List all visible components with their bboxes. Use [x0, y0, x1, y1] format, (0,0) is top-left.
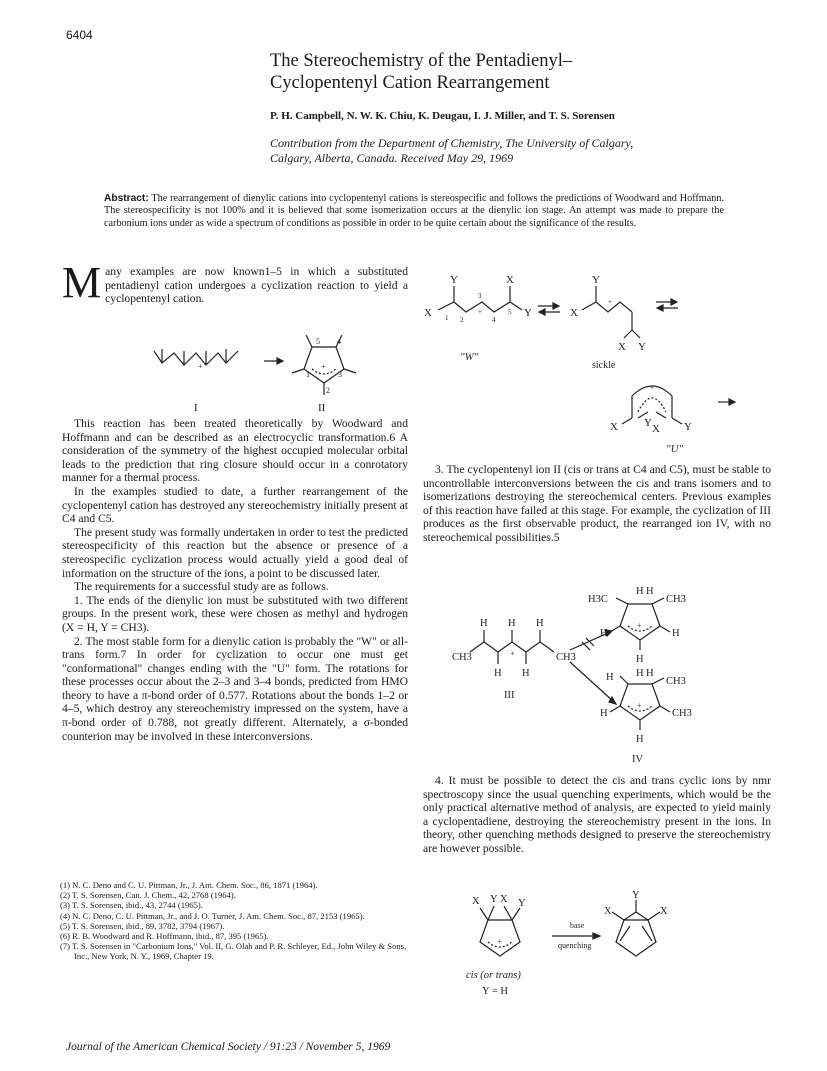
label-H: H: [636, 654, 644, 665]
plus-sign: +: [650, 384, 654, 392]
paragraph: 3. The cyclopentenyl ion II (cis or trans at C4 and C5), must be stable to uncontrollable interconversions between the cis and trans isomers and to isomerizations destroying the stereochemical centers. Previous examples of this reaction have failed at this stage. For example, the cyclization of III produces as the first observable product, the rearranged ion IV, with no stereochemical possibilities.5: [423, 463, 771, 544]
label-H: H: [600, 628, 608, 639]
label-Y: Y: [592, 274, 600, 286]
reference-item: (7) T. S. Sorensen in "Carbonium Ions," Vol. II, G. Olah and P. R. Schleyer, Ed., John Wiley & Sons, Inc., New York, N. Y., 1969, Chapter 19.: [60, 941, 407, 962]
atom-number-1: 1: [445, 314, 449, 322]
label-sickle-form: sickle: [592, 360, 616, 371]
atom-number-3: 3: [478, 292, 482, 300]
label-X: X: [604, 906, 612, 917]
plus-sign: +: [608, 298, 612, 306]
plus-sign: +: [510, 649, 515, 658]
scheme-W-sickle-U: [420, 272, 780, 457]
reference-item: (3) T. S. Sorensen, ibid., 43, 2744 (1965).: [60, 900, 203, 911]
author-list: P. H. Campbell, N. W. K. Chiu, K. Deugau, I. J. Miller, and T. S. Sorensen: [270, 110, 615, 122]
label-X: X: [660, 906, 668, 917]
abstract-text: The rearrangement of dienylic cations into cyclopentenyl cations is stereospecific and follows the predictions of Woodward and Hoffmann. The stereospecificity is not 100% and it is believed that some isomerization occurs at the dienylic ion stage. An attempt was made to prepare the carbonium ions under as wide a spectrum of conditions as possible in order to be quite certain about the significance of the results.: [104, 193, 724, 229]
label-quenching: quenching: [558, 941, 592, 950]
label-CH3: CH3: [666, 676, 686, 687]
dienyl-chain-I: [154, 351, 238, 365]
title-line-2: Cyclopentenyl Cation Rearrangement: [270, 73, 550, 93]
label-H: H: [480, 618, 488, 629]
label-W-form: "W": [460, 351, 479, 363]
label-X: X: [500, 894, 508, 905]
atom-number-5: 5: [316, 337, 320, 346]
drop-cap: M: [62, 258, 102, 307]
label-H: H: [606, 672, 614, 683]
plus-sign: +: [321, 362, 326, 371]
label-H: H: [536, 618, 544, 629]
left-column-body: [62, 417, 408, 743]
label-Y: Y: [490, 894, 498, 905]
atom-number-5: 5: [508, 308, 512, 316]
atom-number-2: 2: [460, 316, 464, 324]
right-column-para-4: [423, 774, 771, 856]
label-CH3: CH3: [452, 652, 472, 663]
label-X: X: [472, 896, 480, 907]
left-column-intro: [62, 258, 408, 307]
compound-label-II: II: [318, 402, 326, 414]
atom-number-1: 1: [306, 370, 310, 379]
compound-label-III: III: [504, 690, 515, 701]
label-H3C: H3C: [588, 594, 608, 605]
paragraph: 1. The ends of the dienylic ion must be substituted with two different groups. In the present work, these were chosen as methyl and hydrogen (X = H, Y = CH3).: [62, 593, 408, 634]
paragraph: The present study was formally undertaken in order to test the predicted stereospecificity of this reaction but the absence or presence of a stereospecific cyclization process would actually yield a good deal of information on the structure of the ions, a point to be discussed later.: [62, 525, 408, 580]
label-Y: Y: [684, 421, 692, 433]
plus-sign: +: [637, 621, 642, 630]
right-column-para-3: [423, 463, 771, 545]
label-H: H: [600, 708, 608, 719]
label-X: X: [618, 341, 626, 353]
label-Y: Y: [632, 890, 640, 901]
label-CH3: CH3: [666, 594, 686, 605]
scheme-III-to-IV: [440, 580, 760, 770]
affiliation-line-2: Calgary, Alberta, Canada. Received May 29, 1969: [270, 151, 514, 165]
paragraph: 4. It must be possible to detect the cis and trans cyclic ions by nmr spectroscopy since the usual quenching experiments, which would be the only practical alternative method of analysis, are expected to yield mainly a cyclopentadiene, destroying the stereochemistry present in the ions. In theory, other quenching methods designed to preserve the stereochemistry are however possible.: [423, 774, 771, 855]
label-H: H: [508, 618, 516, 629]
label-H: H: [522, 668, 530, 679]
paragraph: The requirements for a successful study are as follows.: [74, 580, 329, 594]
label-Y: Y: [450, 274, 458, 286]
journal-footer: Journal of the American Chemical Society / 91:23 / November 5, 1969: [66, 1041, 391, 1053]
paragraph: 2. The most stable form for a dienylic cation is probably the "W" or all-trans form.7 In order for cyclization to occur one must get "conformational" changes ending with the "U" form. The rotations for these processes occur about the 2–3 and 3–4 bonds, predicted from HMO theory to have a π-bond order of 0.577. Rotations about the bonds 1–2 or 4–5, which destroy any stereochemistry impressed on the system, have a π-bond order of 0.788, not greatly different. Alternately, a σ-bonded counterion may be involved in these interconversions.: [62, 634, 408, 743]
intro-text: any examples are now known1–5 in which a substituted pentadienyl cation undergoes a cyclization reaction to yield a cyclopentenyl cation.: [105, 265, 408, 306]
label-Y: Y: [638, 341, 646, 353]
label-X: X: [610, 421, 618, 433]
page-number: 6404: [66, 28, 93, 42]
label-y-equals-h: Y = H: [482, 986, 508, 997]
label-X: X: [652, 423, 660, 435]
label-X: X: [506, 274, 514, 286]
label-U-form: "U": [666, 443, 684, 455]
plus-sign: +: [478, 308, 482, 316]
label-H: H: [636, 586, 644, 597]
dienyl-chain-sickle: [582, 302, 632, 312]
abstract-label: Abstract:: [104, 193, 149, 204]
label-X: X: [570, 307, 578, 319]
label-H: H: [494, 668, 502, 679]
label-cis-or-trans: cis (or trans): [466, 970, 521, 981]
reference-item: (5) T. S. Sorensen, ibid., 89, 3782, 3794 (1967).: [60, 920, 225, 931]
compound-label-IV: IV: [632, 754, 644, 765]
atom-number-4: 4: [337, 337, 341, 346]
label-base: base: [570, 921, 585, 930]
atom-number-4: 4: [492, 316, 496, 324]
label-CH3: CH3: [672, 708, 692, 719]
atom-number-3: 3: [338, 370, 342, 379]
label-H: H: [672, 628, 680, 639]
paragraph: This reaction has been treated theoretically by Woodward and Hoffmann and can be described as an electrocyclic transformation.6 A consideration of the symmetry of the highest occupied molecular orbital leads to the prediction that ring closure should occur in a conrotatory manner for a thermal process.: [62, 417, 408, 485]
label-Y: Y: [518, 898, 526, 909]
scheme-I-to-II: [140, 325, 360, 415]
affiliation: [270, 136, 750, 166]
references: [60, 880, 410, 962]
atom-number-2: 2: [326, 386, 330, 395]
reference-item: (2) T. S. Sorensen, Can. J. Chem., 42, 2768 (1964).: [60, 890, 236, 901]
label-H: H: [636, 734, 644, 745]
plus-sign: +: [497, 937, 502, 946]
reference-item: (6) R. B. Woodward and R. Hoffmann, ibid., 87, 395 (1965).: [60, 931, 269, 942]
abstract: [104, 193, 724, 230]
affiliation-line-1: Contribution from the Department of Chemistry, The University of Calgary,: [270, 136, 634, 150]
label-H: H: [636, 668, 644, 679]
plus-sign: +: [198, 362, 203, 371]
reference-item: (4) N. C. Deno, C. U. Pittman, Jr., and J. O. Turner, J. Am. Chem. Soc., 87, 2153 (1965).: [60, 910, 365, 921]
scheme-quenching: [460, 890, 720, 1020]
label-Y: Y: [524, 307, 532, 319]
reference-item: (1) N. C. Deno and C. U. Pittman, Jr., J. Am. Chem. Soc., 86, 1871 (1964).: [60, 880, 318, 890]
label-Y: Y: [644, 417, 652, 429]
compound-label-I: I: [194, 402, 198, 414]
label-CH3: CH3: [556, 652, 576, 663]
plus-sign: +: [637, 701, 642, 710]
article-title: [270, 50, 770, 94]
title-line-1: The Stereochemistry of the Pentadienyl–: [270, 51, 573, 71]
label-X: X: [424, 307, 432, 319]
label-H: H: [646, 668, 654, 679]
label-H: H: [646, 586, 654, 597]
paragraph: In the examples studied to date, a further rearrangement of the cyclopentenyl cation has destroyed any stereochemistry initially present at C4 and C5.: [62, 484, 408, 526]
